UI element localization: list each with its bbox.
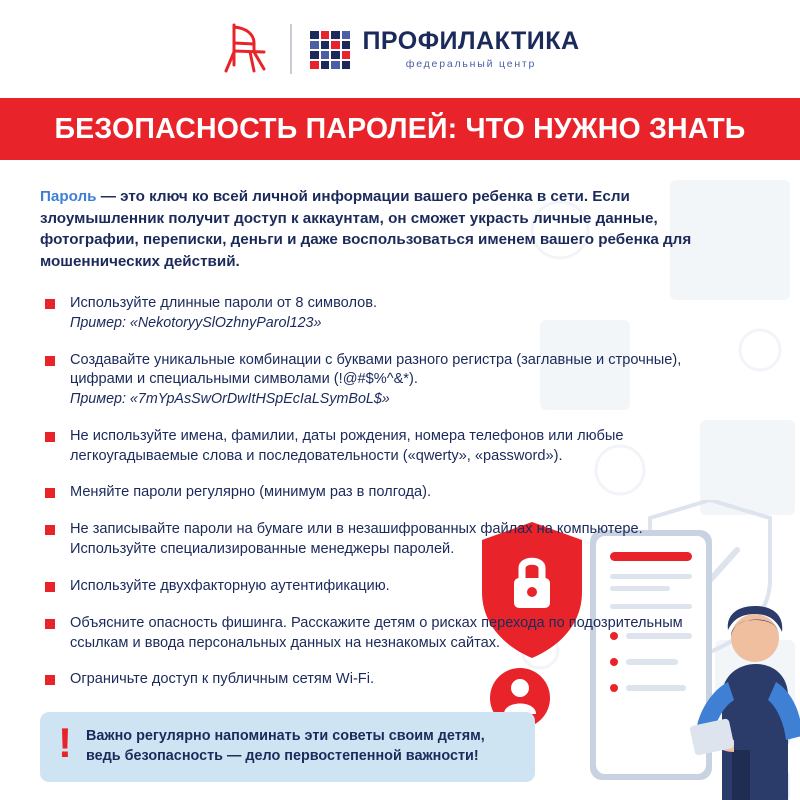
tip-text: Создавайте уникальные комбинации с буквами разного регистра (заглавные и строчные), цифрами и специальными символами (!@#$%^&*). — [70, 351, 682, 388]
list-item — [40, 294, 700, 333]
note-box — [40, 712, 535, 782]
tip-example: Пример: «7mYpAsSwOrDwItHSpEcIaLSymBoL$» — [70, 391, 390, 408]
tip-text: Объясните опасность фишинга. Расскажите детям о рисках перехода по подозрительным ссылкам и ввода персональных данных на незнакомых сайтах. — [70, 614, 683, 651]
list-item — [40, 520, 700, 560]
tip-text: Не используйте имена, фамилии, даты рождения, номера телефонов или любые легкоугадываемые слова и последовательности («qwerty», «password»). — [70, 427, 624, 464]
tip-text: Меняйте пароли регулярно (минимум раз в полгода). — [70, 484, 432, 501]
brand — [310, 26, 580, 70]
brand-subtitle: федеральный центр — [405, 57, 537, 70]
brand-grid-icon — [310, 31, 350, 69]
tip-text: Используйте длинные пароли от 8 символов. — [70, 295, 378, 312]
page-title: БЕЗОПАСНОСТЬ ПАРОЛЕЙ: ЧТО НУЖНО ЗНАТЬ — [54, 112, 746, 145]
title-bar — [0, 98, 800, 160]
lead-paragraph — [40, 186, 755, 272]
list-item — [40, 614, 700, 654]
header — [0, 0, 800, 98]
list-item — [40, 670, 700, 690]
tip-text: Не записывайте пароли на бумаге или в незашифрованных файлах на компьютере. Используйте специализированные менеджеры паролей. — [70, 521, 643, 558]
exclamation-mark-icon: ! — [58, 719, 72, 767]
tip-example: Пример: «NekotoryySlOzhnyParol123» — [70, 315, 322, 332]
lead-rest: — это ключ ко всей личной информации вашего ребенка в сети. Если злоумышленник получит доступ к аккаунтам, он сможет украсть личные данные, фотографии, переписки, деньги и даже воспользоваться именем вашего ребенка для мошеннических действий. — [40, 188, 692, 270]
tip-text: Ограничьте доступ к публичным сетям Wi-Fi. — [70, 671, 375, 688]
content — [0, 160, 800, 690]
tips-list — [40, 294, 760, 690]
list-item — [40, 351, 700, 410]
chair-logo-icon — [220, 21, 272, 77]
logo-block — [220, 21, 579, 77]
note-text: Важно регулярно напоминать эти советы своим детям, ведь безопасность — дело первостепенной важности! — [86, 728, 485, 764]
brand-title: ПРОФИЛАКТИКА — [362, 26, 580, 55]
lead-accent-word: Пароль — [40, 188, 97, 205]
list-item — [40, 577, 700, 597]
tip-text: Используйте двухфакторную аутентификацию. — [70, 577, 390, 594]
logo-divider — [290, 24, 292, 74]
list-item — [40, 483, 700, 503]
list-item — [40, 427, 700, 467]
